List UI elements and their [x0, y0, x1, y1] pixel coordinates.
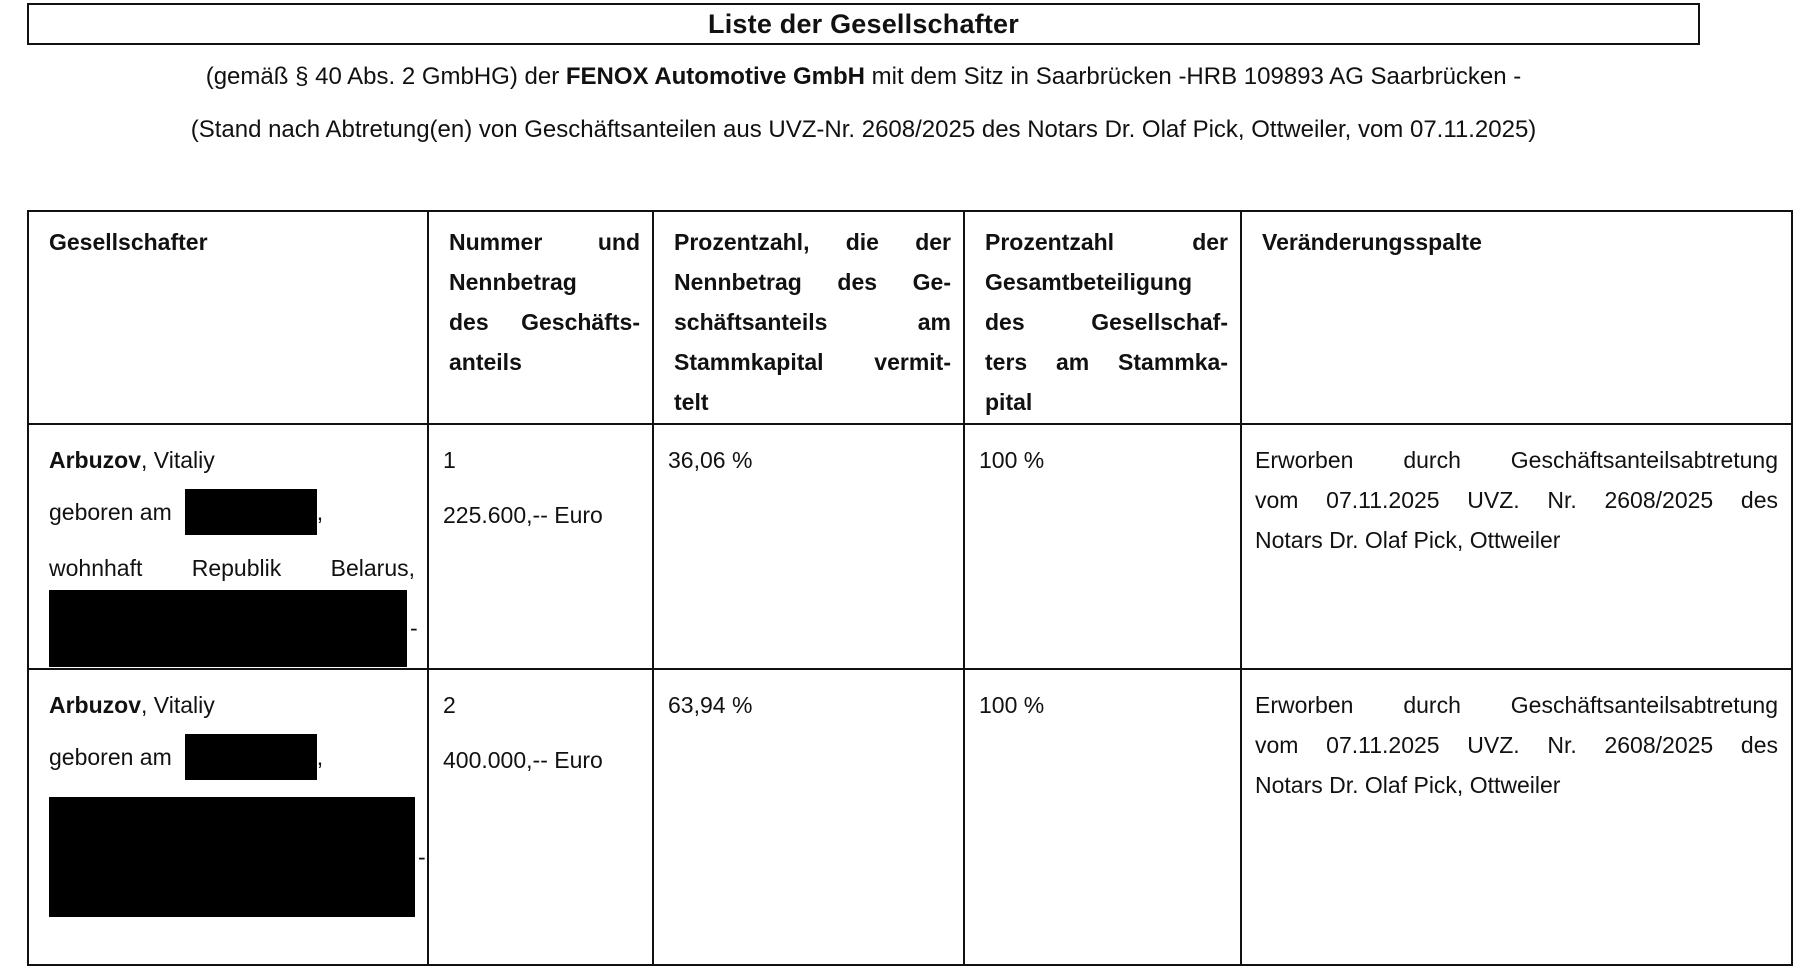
shareholder-name: Arbuzov, Vitaliy — [49, 692, 215, 718]
share-number: 1 — [443, 447, 456, 473]
percent-of-capital: 63,94 % — [668, 692, 753, 718]
redaction-box-address — [49, 797, 415, 917]
row1-percent-share-cell — [654, 425, 965, 670]
row2-change-note-cell: Erworben durch Geschäftsanteilsabtretung vom 07.11.2025 UVZ. Nr. 2608/2025 des Notars Dr. Olaf Pick, Ottweiler — [1255, 692, 1778, 798]
row2-percent-total-cell — [965, 670, 1242, 964]
subtitle-1-suffix: mit dem Sitz in Saarbrücken -HRB 109893 AG Saarbrücken - — [864, 63, 1522, 90]
redaction-box-birthdate — [185, 734, 317, 780]
row2-percent-share-cell — [654, 670, 965, 964]
row1-change-note-cell: Erworben durch Geschäftsanteilsabtretung vom 07.11.2025 UVZ. Nr. 2608/2025 des Notars Dr. Olaf Pick, Ottweiler — [1242, 425, 1791, 670]
row1-shareholder-cell — [29, 425, 429, 670]
column-header-changes: Veränderungsspalte — [1242, 212, 1791, 425]
residence-line: wohnhaft Republik Belarus, — [49, 555, 415, 581]
address-line: - — [49, 590, 415, 667]
subtitle-line-1 — [27, 62, 1700, 92]
row1-share-number-cell — [429, 425, 654, 670]
column-header-number-nominal: Nummer und Nennbetrag des Geschäfts- anteils — [429, 212, 654, 425]
column-header-percent-share: Prozentzahl, die der Nennbetrag des Ge- schäftsanteils am Stammkapital vermit- telt — [654, 212, 965, 425]
column-header-shareholder: Gesellschafter — [29, 212, 429, 425]
redaction-box-birthdate — [185, 489, 317, 535]
company-name: FENOX Automotive GmbH — [565, 63, 865, 90]
row2-shareholder-cell — [29, 670, 429, 964]
percent-of-capital: 36,06 % — [668, 447, 753, 473]
page-title: Liste der Gesellschafter — [708, 8, 1019, 39]
redaction-box-address — [49, 590, 407, 667]
subtitle-line-2: (Stand nach Abtretung(en) von Geschäftsanteilen aus UVZ-Nr. 2608/2025 des Notars Dr. Olaf Pick, Ottweiler, vom 07.11.2025) — [190, 116, 1537, 143]
percent-total: 100 % — [979, 447, 1045, 473]
title-box — [27, 3, 1700, 45]
percent-total: 100 % — [979, 692, 1045, 718]
row2-share-number-cell — [429, 670, 654, 964]
column-header-percent-total: Prozentzahl der Gesamtbeteiligung des Gesellschaf- ters am Stammka- pital — [965, 212, 1242, 425]
share-number: 2 — [443, 692, 456, 718]
birthdate-line: geboren am , — [49, 733, 415, 781]
nominal-amount: 225.600,-- Euro — [443, 502, 603, 528]
shareholder-table — [27, 210, 1793, 966]
birthdate-line: geboren am , — [49, 488, 415, 536]
row1-percent-total-cell — [965, 425, 1242, 670]
shareholder-name: Arbuzov, Vitaliy — [49, 447, 215, 473]
nominal-amount: 400.000,-- Euro — [443, 747, 603, 773]
address-line: - — [49, 797, 415, 917]
subtitle-1-prefix: (gemäß § 40 Abs. 2 GmbHG) der — [205, 63, 566, 90]
